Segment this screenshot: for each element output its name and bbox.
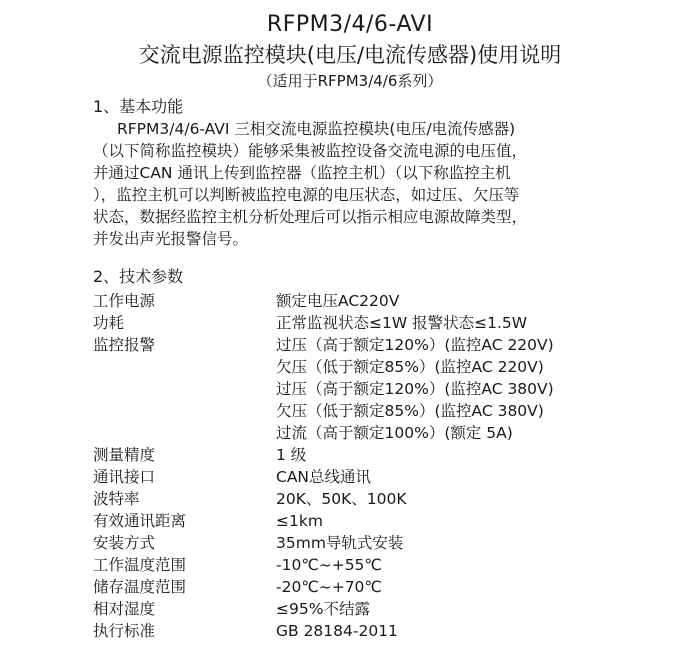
spec-label [93, 378, 276, 400]
spec-value: 额定电压AC220V [276, 292, 400, 310]
spec-label: 波特率 [93, 490, 140, 508]
spec-value: -10℃~+55℃ [276, 556, 382, 574]
spec-label: 功耗 [93, 314, 125, 332]
spec-value: 35mm导轨式安装 [276, 534, 404, 552]
spec-value: 正常监视状态≤1W 报警状态≤1.5W [276, 314, 528, 332]
spec-value: 20K、50K、100K [276, 490, 407, 508]
spec-row [93, 554, 613, 576]
paragraph-line: 并发出声光报警信号。 [93, 230, 249, 248]
spec-row [93, 312, 613, 334]
paragraph-line: ），监控主机可以判断被监控电源的电压状态，如过压、欠压等 [93, 186, 520, 204]
spec-row [93, 488, 613, 510]
document-scope: （适用于RFPM3/4/6系列） [257, 72, 443, 90]
paragraph-line: 状态，数据经监控主机分析处理后可以指示相应电源故障类型， [93, 208, 528, 226]
spec-value: 过压（高于额定120%）(监控AC 220V) [276, 336, 554, 354]
spec-row [93, 466, 613, 488]
spec-label [93, 356, 276, 378]
spec-label [93, 400, 276, 422]
spec-label: 执行标准 [93, 622, 156, 640]
spec-row [93, 576, 613, 598]
spec-row [93, 422, 613, 444]
section-heading: 2、技术参数 [93, 267, 184, 286]
paragraph-line: （以下简称监控模块）能够采集被监控设备交流电源的电压值， [93, 142, 528, 160]
spec-label: 安装方式 [93, 534, 156, 552]
spec-value: ≤95%不结露 [276, 600, 370, 618]
spec-value: 过压（高于额定120%）(监控AC 380V) [276, 380, 554, 398]
spec-row [93, 510, 613, 532]
spec-value: 过流（高于额定100%）(额定 5A) [276, 424, 513, 442]
spec-row [93, 620, 613, 642]
section-heading: 1、基本功能 [93, 97, 184, 116]
spec-label: 相对湿度 [93, 600, 156, 618]
spec-value: 欠压（低于额定85%）(监控AC 220V) [276, 358, 544, 376]
document-subtitle: 交流电源监控模块(电压/电流传感器)使用说明 [138, 43, 562, 67]
spec-row [93, 400, 613, 422]
spec-row [93, 290, 613, 312]
spec-value: -20℃~+70℃ [276, 578, 382, 596]
spec-row [93, 334, 613, 356]
basic-function-paragraph [93, 118, 593, 250]
spec-row [93, 444, 613, 466]
spec-value: CAN总线通讯 [276, 468, 372, 486]
paragraph-line: 并通过CAN 通讯上传到监控器（监控主机）（以下称监控主机 [93, 164, 511, 182]
spec-label: 工作电源 [93, 292, 156, 310]
spec-row [93, 598, 613, 620]
spec-row [93, 532, 613, 554]
spec-value: 1 级 [276, 446, 307, 464]
spec-row [93, 378, 613, 400]
spec-value: 欠压（低于额定85%）(监控AC 380V) [276, 402, 544, 420]
spec-label: 监控报警 [93, 336, 156, 354]
section-tech-params [93, 266, 183, 288]
spec-label: 储存温度范围 [93, 578, 187, 596]
spec-label: 通讯接口 [93, 468, 156, 486]
section-basic-function [93, 96, 183, 118]
spec-row [93, 356, 613, 378]
spec-label: 工作温度范围 [93, 556, 187, 574]
spec-label [93, 422, 276, 444]
spec-label: 有效通讯距离 [93, 512, 187, 530]
spec-value: ≤1km [276, 512, 323, 530]
document-title: RFPM3/4/6-AVI [266, 12, 434, 37]
spec-value: GB 28184-2011 [276, 622, 398, 640]
spec-label: 测量精度 [93, 446, 156, 464]
document-header [0, 10, 700, 92]
spec-table [93, 290, 613, 642]
paragraph-line: RFPM3/4/6-AVI 三相交流电源监控模块(电压/电流传感器) [117, 120, 516, 138]
